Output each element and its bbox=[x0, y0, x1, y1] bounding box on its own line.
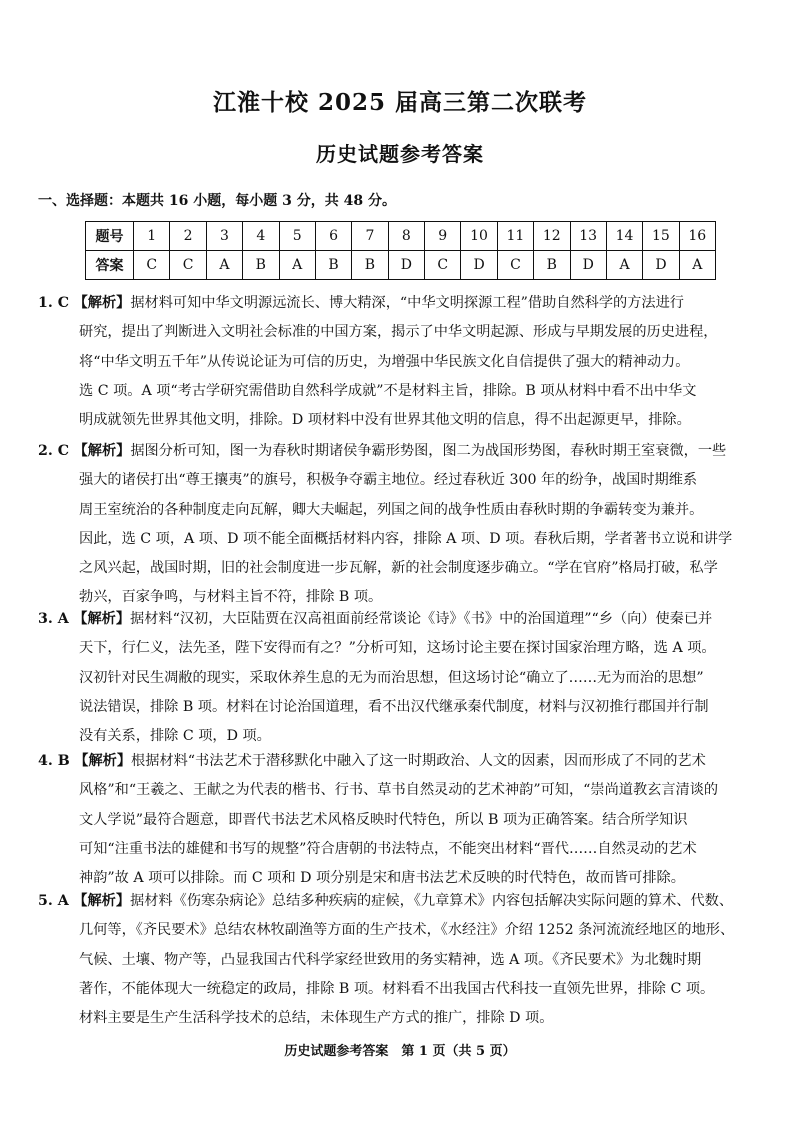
explanation-line: 著作，不能体现大一统稳定的政局，排除 B 项。材料看不出我国古代科技一直领先世界，排除 C 项。 bbox=[79, 980, 715, 997]
explanation-line: 风格”和“王羲之、王献之为代表的楷书、行书、草书自然灵动的艺术神韵”可知，“崇尚道教玄言清谈的 bbox=[79, 782, 719, 799]
answer-cell: D bbox=[570, 251, 606, 280]
explanation-line: 据材料“汉初，大臣陆贾在汉高祖面前经常谈论《诗》《书》中的治国道理”“乡（向）使秦已并 bbox=[130, 611, 713, 627]
section-instruction: 一、选择题：本题共 16 小题，每小题 3 分，共 48 分。 bbox=[38, 193, 396, 209]
answer-cell: B bbox=[243, 251, 279, 280]
question-explanation-2 bbox=[38, 437, 770, 613]
question-number-cell: 8 bbox=[388, 222, 424, 251]
question-explanation-1 bbox=[38, 289, 770, 435]
explanation-line: 几何等，《齐民要术》总结农林牧副渔等方面的生产技术，《水经注》介绍 1252 条河流流经地区的地形、 bbox=[79, 922, 735, 939]
question-number-cell: 16 bbox=[679, 222, 715, 251]
question-number-cell: 2 bbox=[170, 222, 206, 251]
explanation-line: 据材料可知中华文明源远流长、博大精深，“中华文明探源工程”借助自然科学的方法进行 bbox=[130, 295, 684, 311]
answer-cell: A bbox=[206, 251, 242, 280]
answer-cell: C bbox=[170, 251, 206, 280]
explanation-line: 气候、土壤、物产等，凸显我国古代科学家经世致用的务实精神，选 A 项。《齐民要术》为北魏时期 bbox=[79, 951, 702, 968]
question-number-cell: 11 bbox=[497, 222, 533, 251]
explanation-line: 说法错误，排除 B 项。材料在讨论治国道理，看不出汉代继承秦代制度，材料与汉初推行郡国并行制 bbox=[79, 698, 709, 715]
question-number-cell: 9 bbox=[425, 222, 461, 251]
question-number-cell: 7 bbox=[352, 222, 388, 251]
explanation-line: 因此，选 C 项，A 项、D 项不能全面概括材料内容，排除 A 项、D 项。春秋后期，学者著书立说和讲学 bbox=[79, 530, 733, 547]
question-number-cell: 1 bbox=[134, 222, 170, 251]
analysis-tag: 【解析】 bbox=[73, 611, 131, 627]
question-number-cell: 6 bbox=[315, 222, 351, 251]
exam-subtitle: 历史试题参考答案 bbox=[316, 142, 484, 166]
explanation-line: 据图分析可知，图一为春秋时期诸侯争霸形势图，图二为战国形势图，春秋时期王室衰微，一些 bbox=[130, 443, 727, 459]
exam-title: 江淮十校 2025 届高三第二次联考 bbox=[212, 89, 588, 116]
explanation-line: 选 C 项。A 项“考古学研究需借助自然科学成就”不是材料主旨，排除。B 项从材料中看不出中华文 bbox=[79, 382, 697, 399]
question-number-cell: 10 bbox=[461, 222, 497, 251]
question-explanation-3 bbox=[38, 605, 770, 751]
question-number-cell: 4 bbox=[243, 222, 279, 251]
answer-cell: C bbox=[425, 251, 461, 280]
answer-row bbox=[86, 251, 716, 280]
answer-cell: B bbox=[534, 251, 570, 280]
question-label: 4. B bbox=[38, 753, 70, 769]
question-number-cell: 14 bbox=[606, 222, 642, 251]
explanation-line: 将“中华文明五千年”从传说论证为可信的历史，为增强中华民族文化自信提供了强大的精神动力。 bbox=[79, 353, 690, 370]
explanation-line: 勃兴，百家争鸣，与材料主旨不符，排除 B 项。 bbox=[79, 589, 383, 606]
answer-cell: B bbox=[315, 251, 351, 280]
explanation-line: 周王室统治的各种制度走向瓦解，卿大夫崛起，列国之间的战争性质由春秋时期的争霸转变为兼并。 bbox=[79, 501, 704, 518]
answer-cell: A bbox=[679, 251, 715, 280]
explanation-line: 神韵”故 A 项可以排除。而 C 项和 D 项分别是宋和唐书法艺术反映的时代特色，故而皆可排除。 bbox=[79, 870, 685, 887]
page-footer: 历史试题参考答案 第 1 页（共 5 页） bbox=[284, 1044, 516, 1059]
explanation-line: 没有关系，排除 C 项，D 项。 bbox=[79, 728, 271, 745]
row-label-number: 题号 bbox=[86, 222, 134, 251]
explanation-line: 之风兴起，战国时期，旧的社会制度进一步瓦解，新的社会制度逐步确立。“学在官府”格局打破，私学 bbox=[79, 560, 718, 577]
explanation-line: 研究，提出了判断进入文明社会标准的中国方案，揭示了中华文明起源、形成与早期发展的历史进程， bbox=[79, 324, 718, 341]
answer-cell: C bbox=[497, 251, 533, 280]
question-explanation-4 bbox=[38, 747, 770, 893]
analysis-tag: 【解析】 bbox=[73, 443, 131, 459]
question-number-cell: 13 bbox=[570, 222, 606, 251]
row-label-answer: 答案 bbox=[86, 251, 134, 280]
question-number-cell: 5 bbox=[279, 222, 315, 251]
question-label: 2. C bbox=[38, 443, 70, 459]
explanation-line: 强大的诸侯打出“尊王攘夷”的旗号，积极争夺霸主地位。经过春秋近 300 年的纷争，战国时期维系 bbox=[79, 472, 698, 489]
question-label: 3. A bbox=[38, 611, 69, 627]
question-label: 1. C bbox=[38, 295, 70, 311]
explanation-line: 根据材料“书法艺术于潜移默化中融入了这一时期政治、人文的因素，因而形成了不同的艺术 bbox=[131, 753, 706, 769]
answer-cell: D bbox=[643, 251, 679, 280]
answer-cell: A bbox=[606, 251, 642, 280]
answer-table bbox=[85, 221, 716, 280]
question-number-cell: 15 bbox=[643, 222, 679, 251]
question-number-row bbox=[86, 222, 716, 251]
question-explanation-5 bbox=[38, 887, 770, 1033]
explanation-line: 明成就领先世界其他文明，排除。D 项材料中没有世界其他文明的信息，得不出起源更早，排除。 bbox=[79, 412, 691, 429]
explanation-line: 据材料《伤寒杂病论》总结多种疾病的症候，《九章算术》内容包括解决实际问题的算术、代数、 bbox=[130, 893, 734, 909]
explanation-line: 材料主要是生产生活科学技术的总结，未体现生产方式的推广，排除 D 项。 bbox=[79, 1010, 554, 1027]
explanation-line: 可知“注重书法的雄健和书写的规整”符合唐朝的书法特点，不能突出材料“晋代……自然灵动的艺术 bbox=[79, 840, 697, 857]
answer-cell: C bbox=[134, 251, 170, 280]
question-number-cell: 3 bbox=[206, 222, 242, 251]
explanation-line: 汉初针对民生凋敝的现实，采取休养生息的无为而治思想，但这场讨论“确立了……无为而治的思想” bbox=[79, 669, 704, 686]
answer-cell: D bbox=[388, 251, 424, 280]
answer-cell: B bbox=[352, 251, 388, 280]
analysis-tag: 【解析】 bbox=[73, 893, 131, 909]
analysis-tag: 【解析】 bbox=[74, 753, 132, 769]
explanation-line: 文人学说”最符合题意，即晋代书法艺术风格反映时代特色，所以 B 项为正确答案。结合所学知识 bbox=[79, 811, 688, 828]
analysis-tag: 【解析】 bbox=[73, 295, 131, 311]
question-label: 5. A bbox=[38, 893, 69, 909]
answer-cell: D bbox=[461, 251, 497, 280]
question-number-cell: 12 bbox=[534, 222, 570, 251]
answer-cell: A bbox=[279, 251, 315, 280]
explanation-line: 天下，行仁义，法先圣，陛下安得而有之？”分析可知，这场讨论主要在探讨国家治理方略，选 A 项。 bbox=[79, 640, 716, 657]
